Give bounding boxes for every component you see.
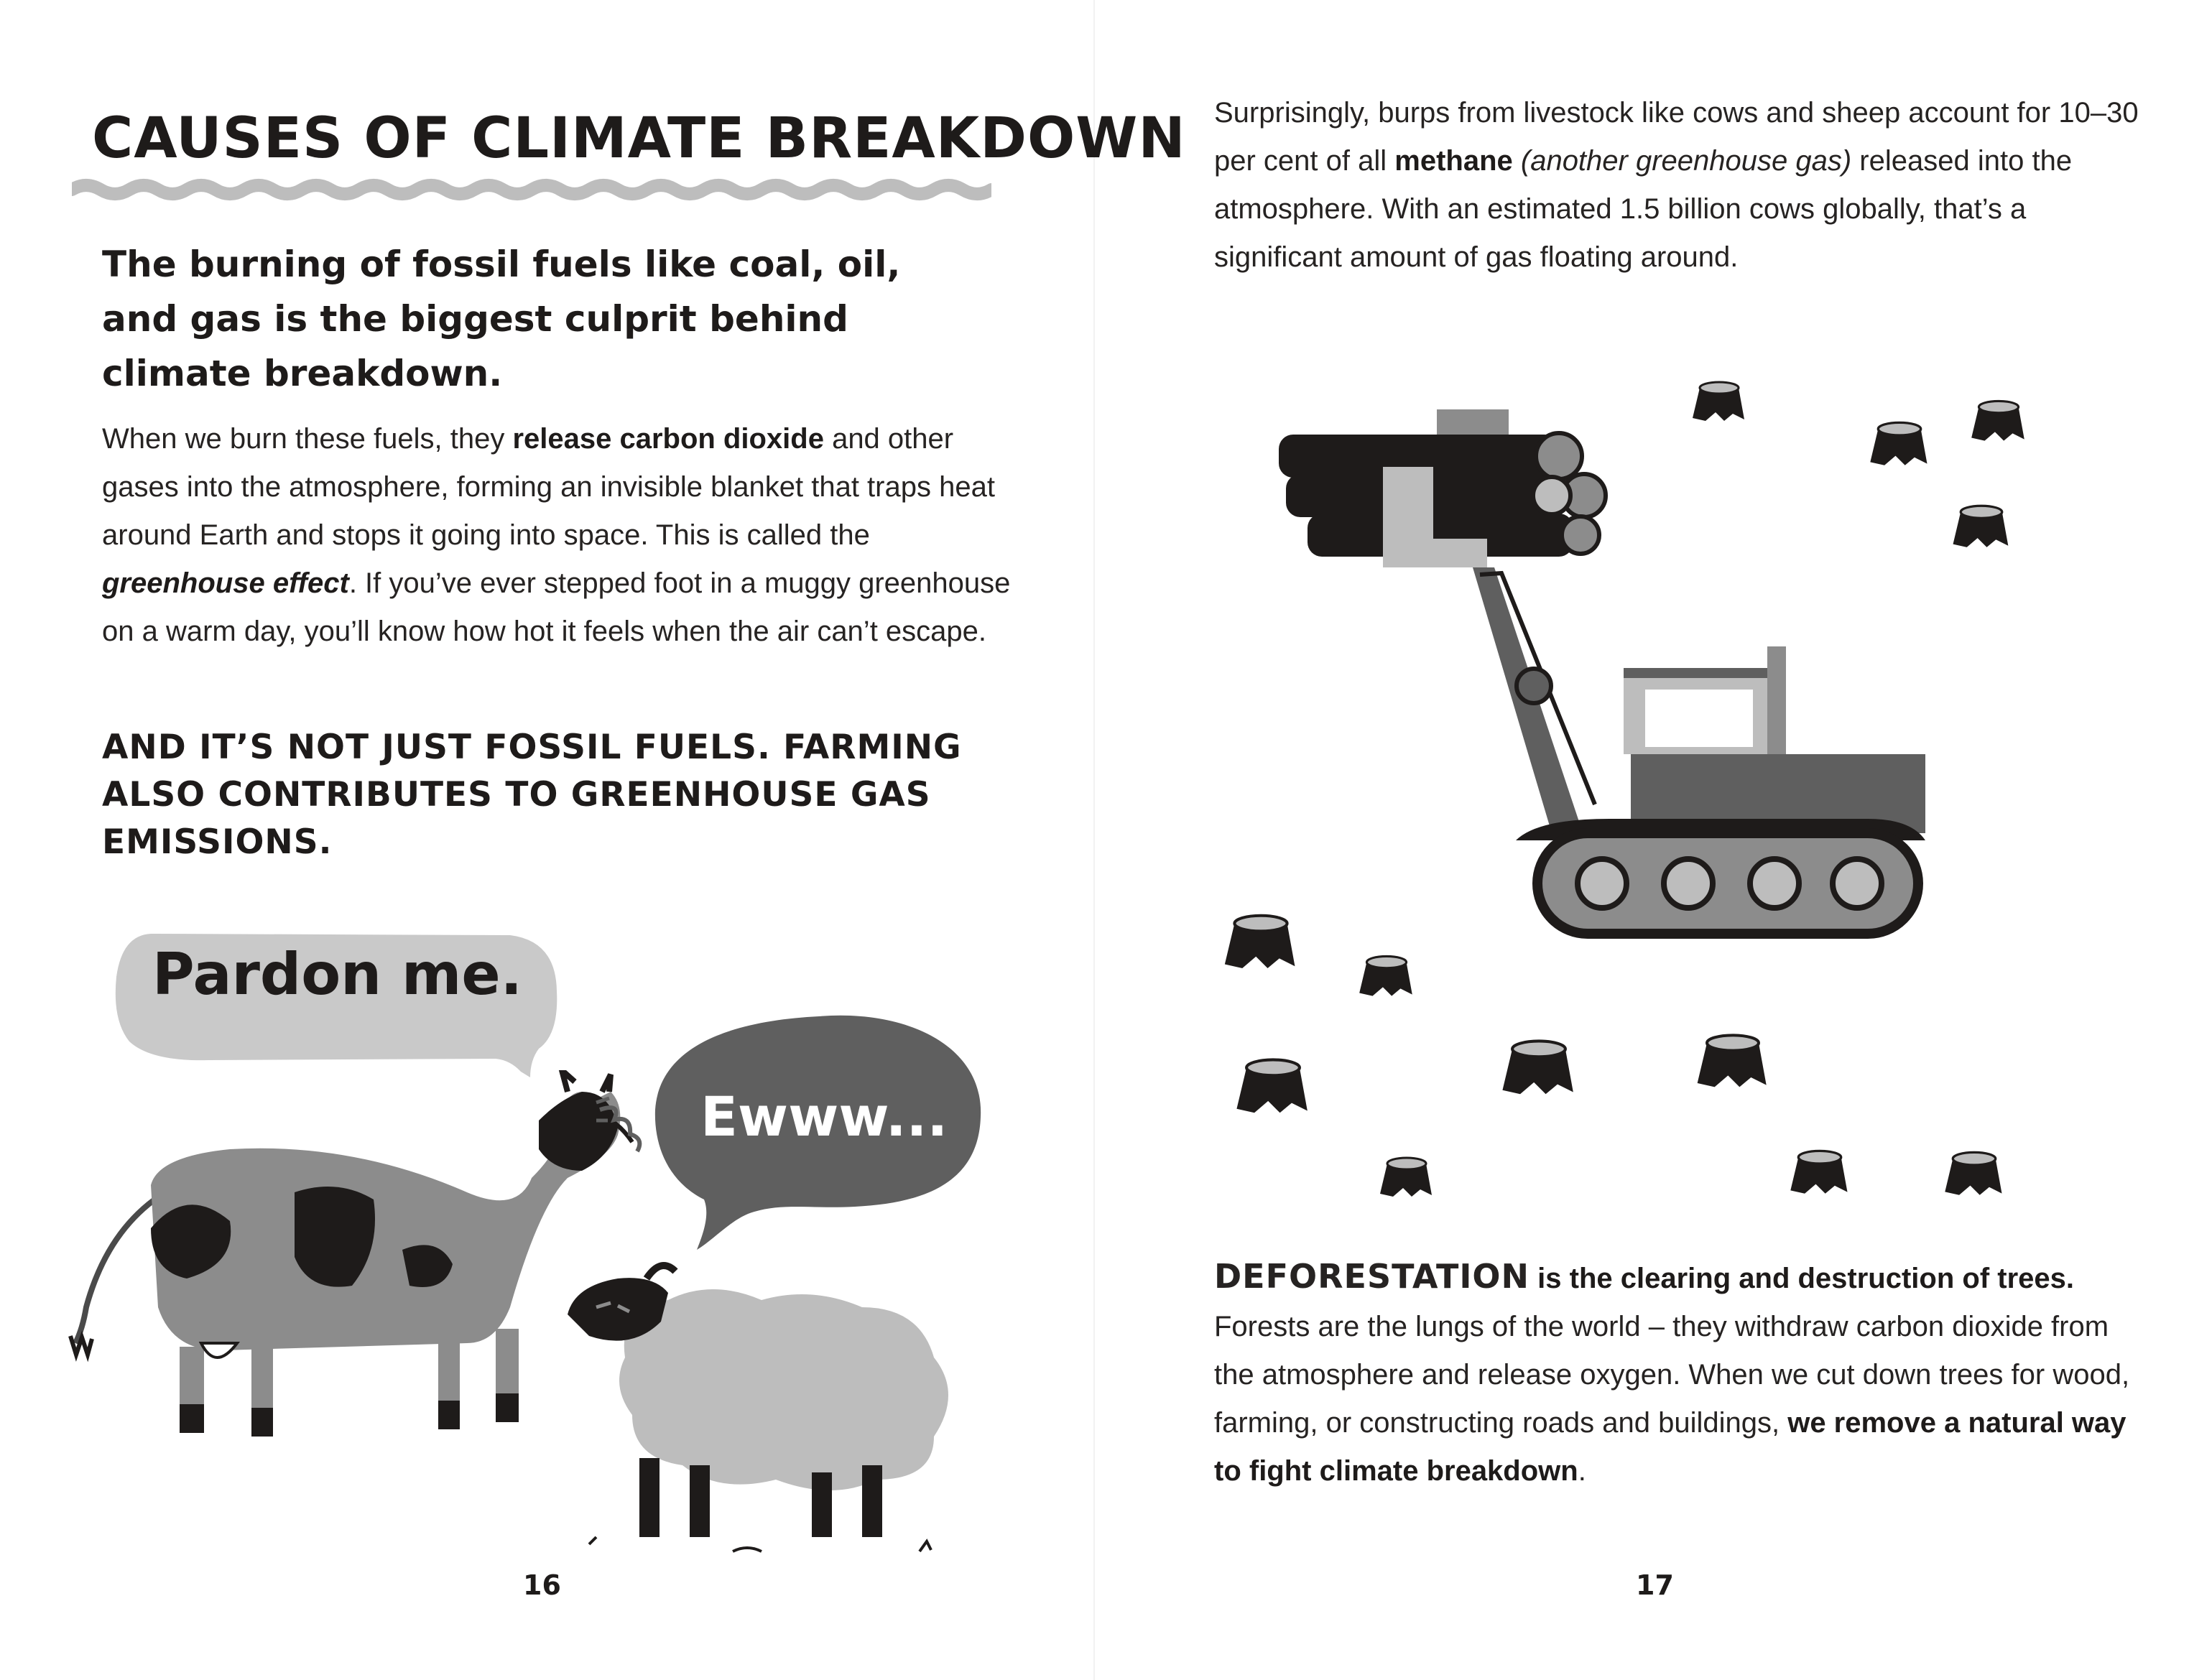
page-number-right: 17: [1636, 1569, 1674, 1601]
text-run: Surprisingly, burps from livestock like cows and sheep account for 10–30 per cent of all: [1214, 97, 2139, 177]
italic-run: (another greenhouse gas): [1520, 145, 1852, 177]
tree-stump-icon: [1940, 503, 2023, 549]
text-run: . If you’ve ever stepped foot in a muggy greenhouse on a warm day, you’ll know how hot it feels when the air can’t escape.: [102, 567, 1011, 647]
tree-stump-icon: [1371, 1155, 1443, 1198]
text-run: When we burn these fuels, they: [102, 423, 513, 455]
bold-italic-term: greenhouse effect: [102, 567, 349, 599]
tree-stump-icon: [1782, 1148, 1858, 1195]
bold-run: is the clearing and destruction of trees.: [1529, 1263, 2074, 1294]
spread-fold: [1093, 0, 1095, 1680]
bold-run: release carbon dioxide: [512, 423, 824, 455]
bold-run: methane: [1394, 145, 1513, 177]
text-run: and other gases into the atmosphere, forming an invisible blanket that traps heat around Earth and stops it going into space. This is called the: [102, 423, 995, 551]
tree-stump-icon: [1353, 947, 1420, 1004]
bold-run: we remove a natural way to fight climate breakdown: [1214, 1407, 2126, 1487]
tree-stump-icon: [1690, 1031, 1776, 1089]
page-number-left: 16: [523, 1569, 561, 1601]
tree-stump-icon: [1933, 1149, 2016, 1197]
tree-stump-icon: [1221, 1056, 1325, 1115]
excavator-illustration: [1264, 402, 1940, 977]
bubble-cow-text: Pardon me.: [152, 941, 522, 1008]
bubble-sheep-text: Ewww...: [700, 1085, 948, 1148]
text-run: released into the atmosphere. With an estimated 1.5 billion cows globally, that’s a significant amount of gas floating around.: [1214, 145, 2073, 273]
text-run: .: [1578, 1455, 1586, 1487]
page-title: CAUSES OF CLIMATE BREAKDOWN: [92, 106, 1186, 171]
tree-stump-icon: [1864, 419, 1935, 467]
farming-callout: AND IT’S NOT JUST FOSSIL FUELS. FARMING ALSO CONTRIBUTES TO GREENHOUSE GAS EMISSIONS.: [102, 728, 962, 862]
burp-puff-icon: [593, 1088, 650, 1153]
lead-paragraph: The burning of fossil fuels like coal, oil, and gas is the biggest culprit behind climate breakdown.: [102, 243, 901, 394]
tree-stump-icon: [1687, 379, 1751, 422]
tree-stump-icon: [1966, 395, 2032, 445]
text-run: Forests are the lungs of the world – they withdraw carbon dioxide from the atmosphere and release oxygen. When we cut down trees for wood, farming, or constructing roads and buildings,: [1214, 1311, 2130, 1439]
sheep-illustration: [560, 1250, 1006, 1566]
tree-stump-icon: [1494, 1037, 1583, 1096]
tree-stump-icon: [1217, 906, 1305, 975]
wavy-underline: [72, 171, 991, 214]
deforestation-term: DEFORESTATION: [1214, 1257, 1530, 1296]
greenhouse-paragraph: [102, 415, 1036, 656]
deforestation-paragraph: [1214, 1253, 2148, 1495]
methane-paragraph: [1214, 89, 2148, 282]
